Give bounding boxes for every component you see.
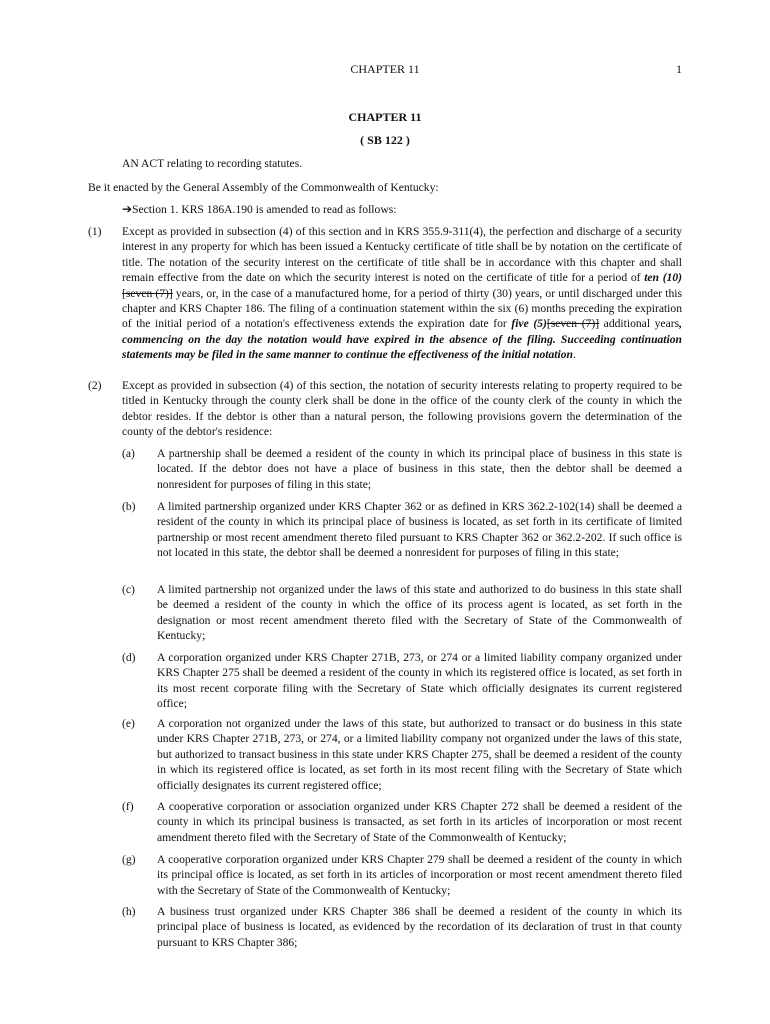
arrow-icon: ➔ <box>122 202 133 216</box>
paragraph-text: A cooperative corporation or association organized under KRS Chapter 272 shall be deemed a resident of the county in which its principal business is transacted, as set forth in its articles of incorporation or most recent amendment thereto filed with the Secretary of State of the Commonwealth of Kentucky; <box>157 800 682 844</box>
subsection-text: additional years <box>599 317 680 331</box>
paragraph-h <box>122 904 682 950</box>
paragraph-text: A limited partnership not organized under the laws of this state and authorized to do business in this state shall be deemed a resident of the county in which the office of its process agent is located, as set forth in the designation or most recent amendment thereto filed with the Secretary of State of the Commonwealth of Kentucky; <box>157 583 682 643</box>
paragraph-number: (f) <box>122 800 134 813</box>
subsection-text: . <box>572 348 576 362</box>
section-heading <box>122 202 396 217</box>
paragraph-number: (a) <box>122 447 135 460</box>
bill-number: ( SB 122 ) <box>360 133 410 147</box>
act-title: AN ACT relating to recording statutes. <box>122 157 303 170</box>
chapter-heading: CHAPTER 11 <box>348 110 422 124</box>
paragraph-text: A partnership shall be deemed a resident of the county in which its principal place of business in this state is located. If the debtor does not have a place of business in this state, then the debtor shall be deemed a nonresident for purposes of filing in this state; <box>157 447 682 491</box>
running-header-title: CHAPTER 11 <box>350 62 420 76</box>
paragraph-text: A limited partnership organized under KRS Chapter 362 or as defined in KRS 362.2-102(14) shall be deemed a resident of the county in which its principal place of business is located, as set forth in its certificate of limited partnership or most recent amendment thereto filed pursuant to KRS Chapter 362 or 362.2-202. If such office is not located in this state, the debtor shall be deemed a nonresident for purposes of filing in this state; <box>157 500 682 560</box>
paragraph-number: (d) <box>122 651 136 664</box>
paragraph-e <box>122 716 682 793</box>
paragraph-number: (h) <box>122 905 136 918</box>
inserted-text: ten (10) <box>644 271 683 285</box>
subsection-2 <box>88 378 682 440</box>
deleted-text: [seven (7)] <box>122 286 173 300</box>
subsection-number: (1) <box>88 225 102 238</box>
page-number: 1 <box>676 62 682 76</box>
enacting-clause: Be it enacted by the General Assembly of the Commonwealth of Kentucky: <box>88 181 439 194</box>
paragraph-number: (g) <box>122 853 136 866</box>
inserted-text: , commencing on the day the notation would have expired in the absence of the filing. Succeeding continuation statements may be filed in the same manner to continue the effectiveness of the initial notation <box>122 317 682 362</box>
inserted-text: five (5) <box>511 317 547 331</box>
subsection-2-body: Except as provided in subsection (4) of this section, the notation of security interests relating to property required to be titled in Kentucky through the county clerk shall be done in the office of the county clerk of the county in which the debtor resides. If the debtor is other than a natural person, the following provisions govern the determination of the county of the debtor's residence: <box>122 379 682 439</box>
paragraph-text: A corporation not organized under the laws of this state, but authorized to transact or do business in this state under KRS Chapter 271B, 273, or 274, or a limited liability company not organized under the laws of this state, but authorized to transact business in this state under KRS Chapter 275, shall be deemed a resident of the county in which its registered office is located, as set forth in its most recent filing with the Secretary of State which officially designates its current registered office; <box>157 717 682 792</box>
paragraph-f <box>122 799 682 845</box>
paragraph-number: (e) <box>122 717 135 730</box>
subsection-text: Except as provided in subsection (4) of this section and in KRS 355.9-311(4), the perfection and discharge of a security interest in any property for which has been issued a Kentucky certificate of title shall be by notation on the certificate of title. The notation of the security interest on the certificate of title shall be in accordance with this chapter and shall remain effective from the date on which the security interest is noted on the certificate of title for a period of <box>122 225 682 285</box>
paragraph-c <box>122 582 682 644</box>
paragraph-text: A business trust organized under KRS Chapter 386 shall be deemed a resident of the county in which its principal place of business is located, as evidenced by the recordation of its declaration of trust in that county pursuant to KRS Chapter 386; <box>157 905 682 949</box>
running-header <box>0 62 770 78</box>
paragraph-text: A corporation organized under KRS Chapter 271B, 273, or 274 or a limited liability company organized under KRS Chapter 275 shall be deemed a resident of the county in which its registered office is located, as set forth in its most recent corporate filing with the Secretary of State which officially designates its current registered office; <box>157 651 682 711</box>
subsection-number: (2) <box>88 379 102 392</box>
paragraph-text: A cooperative corporation organized under KRS Chapter 279 shall be deemed a resident of the county in which its principal office is located, as set forth in its articles of incorporation or most recent amendment thereto filed with the Secretary of State of the Commonwealth of Kentucky; <box>157 853 682 897</box>
section-text: Section 1. KRS 186A.190 is amended to read as follows: <box>132 203 397 216</box>
subsection-1-body <box>122 224 682 363</box>
paragraph-g <box>122 852 682 898</box>
paragraph-b <box>122 499 682 561</box>
subsection-text: years, or, in the case of a manufactured home, for a period of thirty (30) years, or until discharged under this chapter and KRS Chapter 186. The filing of a continuation statement within the six (6) months preceding the expiration of the initial period of a notation's effectiveness extends the expiration date for <box>122 286 682 331</box>
deleted-text: [seven (7)] <box>546 317 600 331</box>
subsection-1 <box>88 224 682 363</box>
paragraph-number: (b) <box>122 500 136 513</box>
paragraph-a <box>122 446 682 492</box>
paragraph-d <box>122 650 682 712</box>
paragraph-number: (c) <box>122 583 135 596</box>
